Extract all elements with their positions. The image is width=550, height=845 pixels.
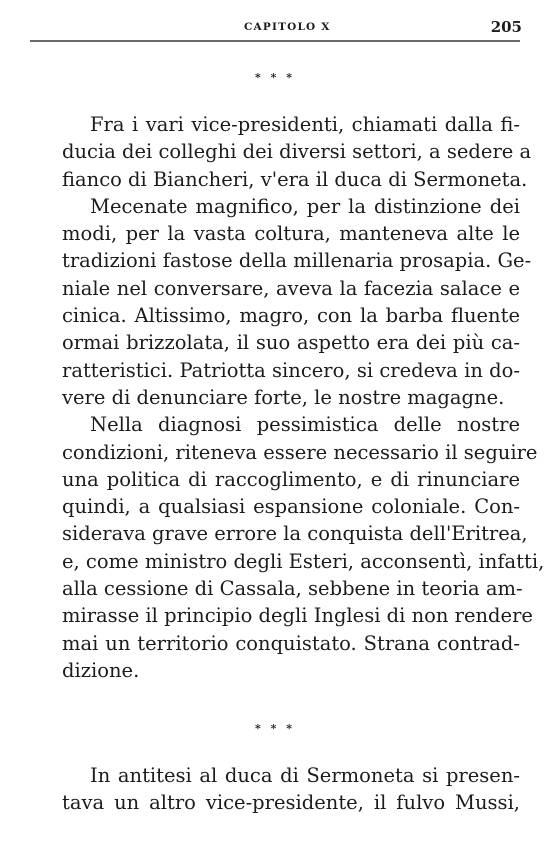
section-separator-2: * * * (255, 722, 295, 735)
text-line: siderava grave errore la conquista dell'Eritrea, (62, 522, 528, 546)
text-line: mai un territorio conquistato. Strana contrad- (62, 631, 520, 655)
text-line: In antitesi al duca di Sermoneta si presen- (90, 764, 520, 787)
text-line: niale nel conversare, aveva la facezia salace e (62, 276, 520, 300)
text-line: dizione. (62, 658, 140, 682)
running-header (0, 18, 550, 38)
text-line: tradizioni fastose della millenaria prosapia. Ge- (62, 249, 532, 273)
text-line: Fra i vari vice-presidenti, chiamati dalla fi- (90, 113, 520, 136)
text-line: mirasse il principio degli Inglesi di non rendere (62, 604, 533, 628)
text-line: quindi, a qualsiasi espansione coloniale. Con- (62, 495, 520, 519)
text-line: una politica di raccoglimento, e di rinunciare (62, 467, 520, 491)
header-rule (30, 40, 520, 42)
section-2-text (62, 762, 520, 817)
chapter-title: CAPITOLO X (244, 21, 331, 33)
text-line: fianco di Biancheri, v'era il duca di Sermoneta. (62, 167, 528, 191)
text-line: tava un altro vice-presidente, il fulvo Mussi, (62, 791, 520, 815)
text-line: Mecenate magnifico, per la distinzione dei (90, 194, 520, 218)
text-line: cinica. Altissimo, magro, con la barba fluente (62, 304, 520, 328)
text-line: condizioni, riteneva essere necessario il seguire (62, 440, 538, 464)
text-line: ratteristici. Patriotta sincero, si credeva in do- (62, 358, 520, 382)
text-line: alla cessione di Cassala, sebbene in teoria am- (62, 577, 523, 601)
text-line: modi, per la vasta coltura, manteneva alte le (62, 222, 520, 246)
section-1-text (62, 111, 545, 684)
text-line: ormai brizzolata, il suo aspetto era dei più ca- (62, 331, 520, 355)
text-line: ducia dei colleghi dei diversi settori, a sedere a (62, 140, 532, 164)
text-line: vere di denunciare forte, le nostre magagne. (62, 385, 505, 409)
section-separator-1: * * * (255, 71, 295, 84)
text-line: e, come ministro degli Esteri, acconsentì, infatti, (62, 549, 545, 573)
text-line: Nella diagnosi pessimistica delle nostre (90, 413, 520, 437)
page-number: 205 (490, 18, 522, 36)
